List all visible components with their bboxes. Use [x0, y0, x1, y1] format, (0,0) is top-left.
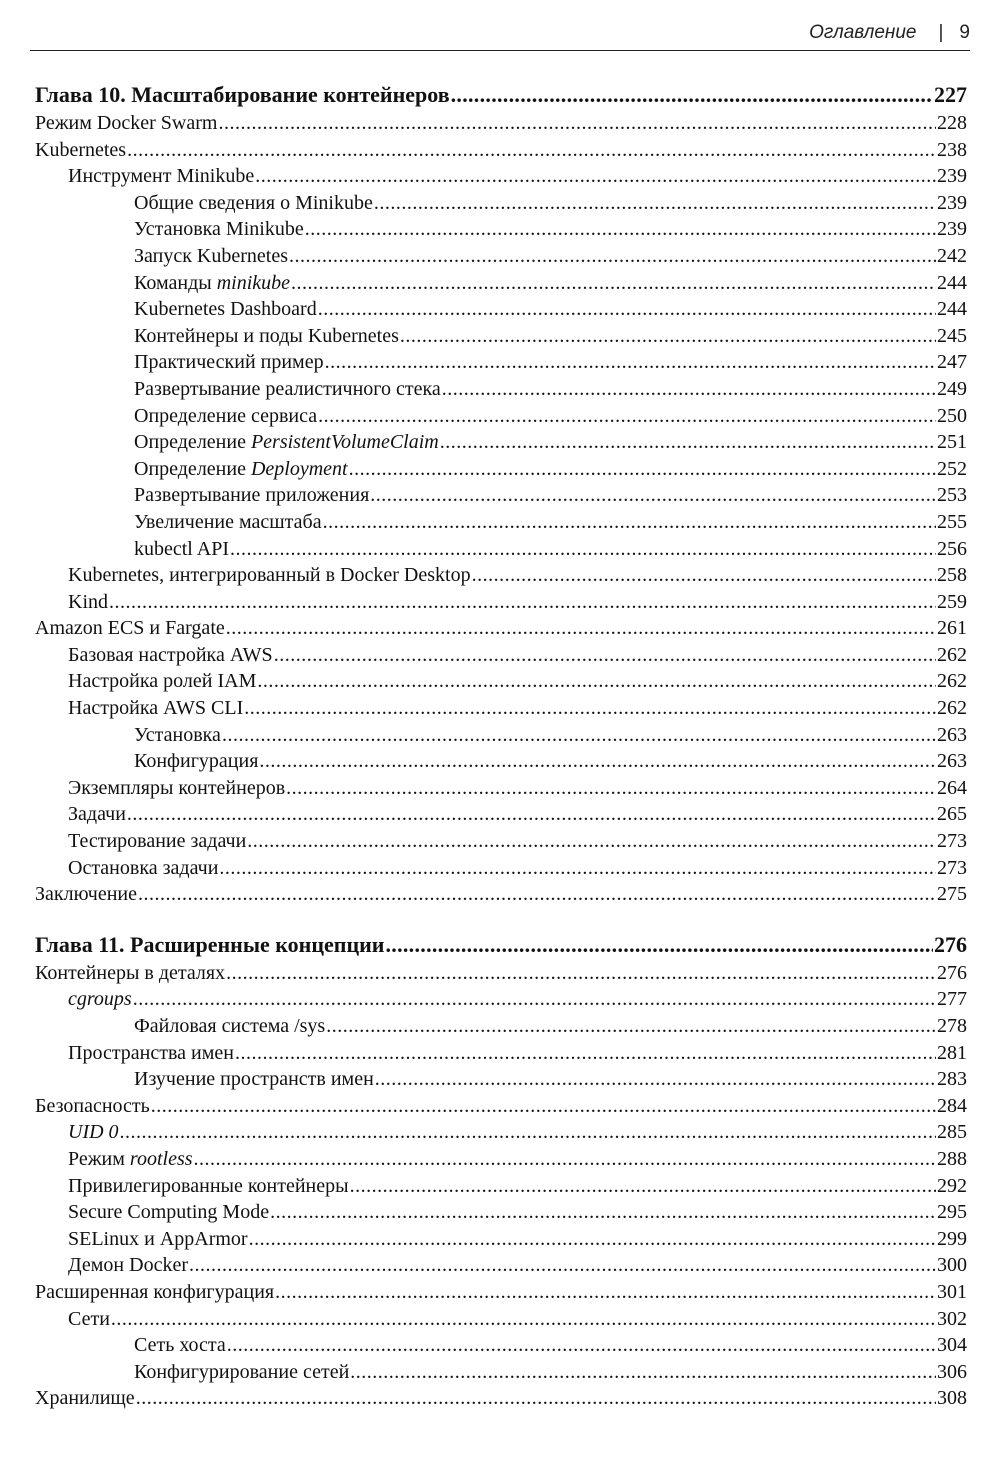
toc-entry-text: Хранилище	[35, 1387, 135, 1410]
running-header-section: Оглавление	[809, 22, 917, 43]
toc-entry-page-number: 244	[937, 271, 967, 294]
toc-entry-title	[35, 1093, 150, 1120]
toc-entry-text: Файловая система /sys	[134, 1015, 326, 1037]
toc-entry[interactable]	[35, 855, 967, 882]
toc-entry-page-number: 239	[937, 218, 967, 241]
toc-entry[interactable]	[35, 986, 967, 1013]
chapter-title: Глава 10. Масштабирование контейнеров	[35, 82, 450, 107]
toc-entry[interactable]	[35, 137, 967, 164]
dot-leader	[151, 1096, 936, 1116]
toc-entry-title	[68, 1226, 248, 1253]
toc-entry-page-number: 239	[937, 191, 967, 214]
dot-leader	[442, 379, 936, 399]
toc-entry-text: Сети	[68, 1307, 110, 1330]
dot-leader	[244, 698, 936, 718]
toc-entry-title	[68, 1252, 188, 1279]
table-of-contents	[35, 80, 967, 1412]
toc-entry[interactable]	[35, 748, 967, 775]
toc-entry-title	[134, 456, 348, 483]
toc-entry-title	[68, 986, 132, 1013]
toc-entry[interactable]	[35, 881, 967, 908]
toc-entry[interactable]	[35, 775, 967, 802]
toc-entry-page-number: 238	[937, 138, 967, 161]
dot-leader	[249, 1229, 936, 1249]
toc-entry-text: Amazon ECS и Fargate	[35, 617, 225, 640]
dot-leader	[226, 618, 936, 638]
toc-entry[interactable]	[35, 1173, 967, 1200]
toc-entry-text: Определение	[134, 457, 251, 480]
toc-entry-title	[68, 562, 471, 589]
dot-leader	[138, 884, 936, 904]
toc-entry-title	[68, 1199, 269, 1226]
dot-leader	[370, 485, 936, 505]
toc-entry-text: Расширенная конфигурация	[35, 1280, 275, 1303]
toc-entry-page-number: 308	[937, 1387, 967, 1410]
toc-entry-page-number: 239	[937, 165, 967, 188]
dot-leader	[350, 1176, 936, 1196]
toc-entry[interactable]	[35, 1306, 967, 1333]
toc-entry-text: Настройка ролей IAM	[68, 670, 257, 693]
toc-entry[interactable]	[35, 270, 967, 297]
toc-entry-title	[68, 668, 256, 695]
dot-leader	[255, 166, 936, 186]
dot-leader	[326, 1016, 936, 1036]
toc-entry-title	[68, 589, 108, 616]
toc-entry-title	[35, 615, 225, 642]
dot-leader	[189, 1255, 936, 1275]
dot-leader	[349, 459, 936, 479]
toc-entry-text: cgroups	[68, 988, 132, 1011]
toc-entry-text: Развертывание приложения	[134, 484, 370, 507]
toc-entry-text: Команды	[134, 271, 217, 294]
dot-leader	[451, 84, 933, 106]
chapter-page-number: 276	[934, 931, 967, 957]
toc-entry-title	[35, 881, 137, 908]
dot-leader	[226, 963, 936, 983]
toc-entry-text: Контейнеры и поды Kubernetes	[134, 324, 399, 347]
toc-entry-page-number: 252	[937, 457, 967, 480]
toc-entry[interactable]	[35, 668, 967, 695]
dot-leader	[275, 1282, 936, 1302]
dot-leader	[375, 1069, 936, 1089]
toc-entry[interactable]	[35, 216, 967, 243]
toc-entry-text: Определение	[134, 431, 251, 454]
toc-entry-page-number: 300	[937, 1254, 967, 1277]
toc-entry[interactable]	[35, 1146, 967, 1173]
toc-entry-page-number: 264	[937, 776, 967, 799]
running-header	[30, 22, 970, 51]
toc-entry-page-number: 258	[937, 564, 967, 587]
toc-chapter	[35, 930, 967, 1412]
toc-entry[interactable]	[35, 296, 967, 323]
toc-entry-text: Базовая настройка AWS	[68, 643, 273, 666]
toc-entry-text: Secure Computing Mode	[68, 1201, 270, 1224]
toc-entry-title	[134, 190, 373, 217]
toc-entry-page-number: 302	[937, 1307, 967, 1330]
dot-leader	[127, 804, 936, 824]
dot-leader	[230, 539, 936, 559]
toc-entry-text: Kubernetes	[35, 138, 127, 161]
dot-leader	[218, 113, 936, 133]
dot-leader	[305, 219, 936, 239]
toc-entry-title	[68, 642, 273, 669]
dot-leader	[235, 1043, 936, 1063]
dot-leader	[127, 140, 936, 160]
dot-leader	[219, 858, 936, 878]
toc-entry-page-number: 276	[937, 961, 967, 984]
toc-entry[interactable]	[35, 1013, 967, 1040]
toc-entry-text: Изучение пространств имен	[134, 1068, 374, 1091]
toc-entry[interactable]	[35, 828, 967, 855]
toc-entry-page-number: 244	[937, 298, 967, 321]
dot-leader	[259, 751, 936, 771]
toc-entry-page-number: 262	[937, 643, 967, 666]
chapter-heading-entry[interactable]	[35, 930, 967, 960]
toc-entry-text: Задачи	[68, 803, 126, 826]
toc-entry[interactable]	[35, 1385, 967, 1412]
toc-entry-text: Kubernetes, интегрированный в Docker Desktop	[68, 564, 471, 587]
toc-entry-text: Привилегированные контейнеры	[68, 1174, 349, 1197]
toc-entry-page-number: 288	[937, 1147, 967, 1170]
toc-entry-page-number: 251	[937, 431, 967, 454]
toc-entry-page-number: 247	[937, 351, 967, 374]
toc-entry[interactable]	[35, 403, 967, 430]
toc-entry-page-number: 250	[937, 404, 967, 427]
toc-entry-title	[134, 536, 229, 563]
chapter-page-number: 227	[934, 82, 967, 107]
dot-leader	[194, 1149, 936, 1169]
toc-entry[interactable]	[35, 1093, 967, 1120]
toc-entry-title	[35, 1279, 274, 1306]
dot-leader	[247, 831, 936, 851]
toc-entry[interactable]	[35, 482, 967, 509]
toc-entry-title	[68, 163, 254, 190]
toc-entry-text: Сеть хоста	[134, 1334, 226, 1357]
toc-entry-text: UID 0	[68, 1121, 119, 1144]
toc-entry-text: PersistentVolumeClaim	[250, 431, 439, 454]
toc-entry-page-number: 245	[937, 324, 967, 347]
toc-entry-text: Практический пример	[134, 351, 324, 374]
toc-chapter	[35, 80, 967, 908]
dot-leader	[274, 645, 936, 665]
toc-entry-text: Настройка AWS CLI	[68, 697, 244, 720]
toc-entry[interactable]	[35, 615, 967, 642]
toc-entry[interactable]	[35, 536, 967, 563]
toc-entry-page-number: 299	[937, 1227, 967, 1250]
toc-entry-page-number: 304	[937, 1334, 967, 1357]
toc-entry-text: SELinux и AppArmor	[68, 1227, 248, 1250]
dot-leader	[222, 725, 936, 745]
dot-leader	[318, 299, 936, 319]
toc-entry-title	[134, 429, 439, 456]
toc-entry-text: Безопасность	[35, 1094, 150, 1117]
toc-entry-page-number: 275	[937, 883, 967, 906]
toc-entry-text: Определение сервиса	[134, 404, 318, 427]
toc-entry-title	[134, 1359, 349, 1386]
toc-entry[interactable]	[35, 695, 967, 722]
toc-entry[interactable]	[35, 243, 967, 270]
toc-entry-title	[68, 801, 126, 828]
toc-entry-title	[68, 695, 243, 722]
toc-entry[interactable]	[35, 190, 967, 217]
toc-entry-title	[68, 1306, 110, 1333]
toc-entry-page-number: 256	[937, 537, 967, 560]
toc-entry-page-number: 255	[937, 510, 967, 533]
toc-entry-page-number: 278	[937, 1015, 967, 1037]
toc-entry[interactable]	[35, 163, 967, 190]
toc-entry-page-number: 253	[937, 484, 967, 507]
toc-entry-title	[134, 349, 324, 376]
toc-entry-text: minikube	[216, 271, 290, 294]
toc-entry-title	[134, 403, 317, 430]
toc-entry-page-number: 242	[937, 244, 967, 267]
dot-leader	[120, 1122, 936, 1142]
chapter-heading-entry[interactable]	[35, 80, 967, 110]
toc-entry-title	[134, 376, 441, 403]
dot-leader	[291, 273, 936, 293]
toc-entry-title	[134, 323, 399, 350]
toc-entry[interactable]	[35, 1279, 967, 1306]
dot-leader	[133, 989, 936, 1009]
toc-entry-text: Заключение	[35, 883, 137, 906]
running-header-separator: |	[938, 22, 944, 43]
toc-entry[interactable]	[35, 1332, 967, 1359]
toc-entry-page-number: 262	[937, 670, 967, 693]
toc-entry-page-number: 273	[937, 856, 967, 879]
dot-leader	[270, 1202, 936, 1222]
toc-entry-text: Увеличение масштаба	[134, 510, 322, 533]
dot-leader	[325, 352, 936, 372]
toc-entry-title	[134, 216, 304, 243]
toc-entry[interactable]	[35, 960, 967, 987]
toc-entry-page-number: 292	[937, 1174, 967, 1197]
toc-entry-title	[35, 960, 225, 987]
toc-entry-page-number: 277	[937, 988, 967, 1011]
toc-entry-text: Установка	[134, 723, 221, 746]
toc-entry[interactable]	[35, 1359, 967, 1386]
toc-entry[interactable]	[35, 1199, 967, 1226]
dot-leader	[318, 406, 936, 426]
toc-entry[interactable]	[35, 1226, 967, 1253]
toc-entry-text: Конфигурация	[134, 750, 259, 773]
toc-entry[interactable]	[35, 562, 967, 589]
toc-entry-title	[35, 137, 126, 164]
dot-leader	[350, 1362, 936, 1382]
toc-entry-text: rootless	[129, 1147, 193, 1170]
toc-entry-title	[134, 1332, 226, 1359]
toc-entry-title	[68, 775, 285, 802]
toc-entry-title	[68, 855, 218, 882]
toc-entry-text: Конфигурирование сетей	[134, 1360, 350, 1383]
dot-leader	[323, 512, 936, 532]
toc-entry-text: Режим	[68, 1147, 130, 1170]
toc-entry-title	[134, 509, 322, 536]
toc-entry-title	[68, 828, 246, 855]
dot-leader	[385, 934, 933, 956]
toc-entry-title	[134, 1013, 325, 1040]
toc-entry-page-number: 263	[937, 750, 967, 773]
toc-entry-text: Режим Docker Swarm	[35, 112, 218, 134]
toc-entry[interactable]	[35, 349, 967, 376]
toc-entry-page-number: 265	[937, 803, 967, 826]
toc-entry-text: Kind	[68, 590, 108, 613]
dot-leader	[109, 592, 936, 612]
toc-entry-title	[134, 296, 317, 323]
toc-entry-page-number: 228	[937, 112, 967, 134]
toc-entry[interactable]	[35, 376, 967, 403]
dot-leader	[472, 565, 936, 585]
toc-entry-text: Демон Docker	[68, 1254, 188, 1277]
toc-entry-title	[134, 482, 369, 509]
toc-entry[interactable]	[35, 323, 967, 350]
dot-leader	[286, 778, 936, 798]
toc-entry-page-number: 283	[937, 1068, 967, 1091]
toc-entry-title	[68, 1040, 234, 1067]
toc-entry-text: Развертывание реалистичного стека	[134, 377, 441, 400]
dot-leader	[440, 432, 936, 452]
toc-entry[interactable]	[35, 429, 967, 456]
toc-entry-text: Тестирование задачи	[68, 830, 247, 853]
toc-entry-page-number: 281	[937, 1041, 967, 1064]
dot-leader	[111, 1309, 936, 1329]
dot-leader	[289, 246, 936, 266]
toc-entry-text: Пространства имен	[68, 1041, 234, 1064]
toc-entry-text: Инструмент Minikube	[68, 165, 255, 188]
toc-entry-page-number: 273	[937, 830, 967, 853]
dot-leader	[136, 1388, 936, 1408]
toc-entry-page-number: 259	[937, 590, 967, 613]
toc-entry-title	[35, 1385, 135, 1412]
toc-entry-text: Экземпляры контейнеров	[68, 776, 286, 799]
toc-entry-title	[35, 110, 217, 137]
toc-entry-title	[134, 243, 288, 270]
dot-leader	[374, 193, 936, 213]
toc-entry-page-number: 284	[937, 1094, 967, 1117]
toc-entry[interactable]	[35, 1066, 967, 1093]
toc-entry-page-number: 262	[937, 697, 967, 720]
toc-entry-text: Общие сведения о Minikube	[134, 191, 373, 214]
toc-entry[interactable]	[35, 801, 967, 828]
toc-entry-page-number: 301	[937, 1280, 967, 1303]
toc-entry[interactable]	[35, 642, 967, 669]
toc-entry[interactable]	[35, 1119, 967, 1146]
toc-entry[interactable]	[35, 1252, 967, 1279]
toc-entry-title	[134, 722, 221, 749]
toc-entry-title	[68, 1173, 349, 1200]
toc-entry-title	[68, 1119, 119, 1146]
toc-entry[interactable]	[35, 1040, 967, 1067]
toc-entry-title	[68, 1146, 193, 1173]
toc-entry[interactable]	[35, 110, 967, 137]
toc-entry-page-number: 295	[937, 1201, 967, 1224]
toc-entry-page-number: 261	[937, 617, 967, 640]
toc-entry[interactable]	[35, 456, 967, 483]
toc-entry-text: Kubernetes Dashboard	[134, 298, 317, 321]
toc-entry-text: Запуск Kubernetes	[134, 244, 289, 267]
toc-entry-page-number: 263	[937, 723, 967, 746]
toc-entry-page-number: 306	[937, 1360, 967, 1383]
toc-entry-title	[134, 270, 290, 297]
toc-entry-text: Установка Minikube	[134, 218, 304, 241]
chapter-title: Глава 11. Расширенные концепции	[35, 931, 385, 957]
dot-leader	[227, 1335, 936, 1355]
toc-entry-text: Deployment	[250, 457, 348, 480]
dot-leader	[257, 671, 936, 691]
toc-entry[interactable]	[35, 722, 967, 749]
dot-leader	[400, 326, 936, 346]
toc-entry-text: Контейнеры в деталях	[35, 961, 226, 984]
toc-entry-page-number: 285	[937, 1121, 967, 1144]
toc-entry[interactable]	[35, 509, 967, 536]
toc-entry-text: kubectl API	[134, 537, 229, 560]
toc-entry-page-number: 249	[937, 377, 967, 400]
toc-entry[interactable]	[35, 589, 967, 616]
running-header-page-number: 9	[959, 22, 970, 43]
toc-entry-text: Остановка задачи	[68, 856, 219, 879]
toc-entry-title	[134, 1066, 374, 1093]
toc-entry-title	[134, 748, 258, 775]
